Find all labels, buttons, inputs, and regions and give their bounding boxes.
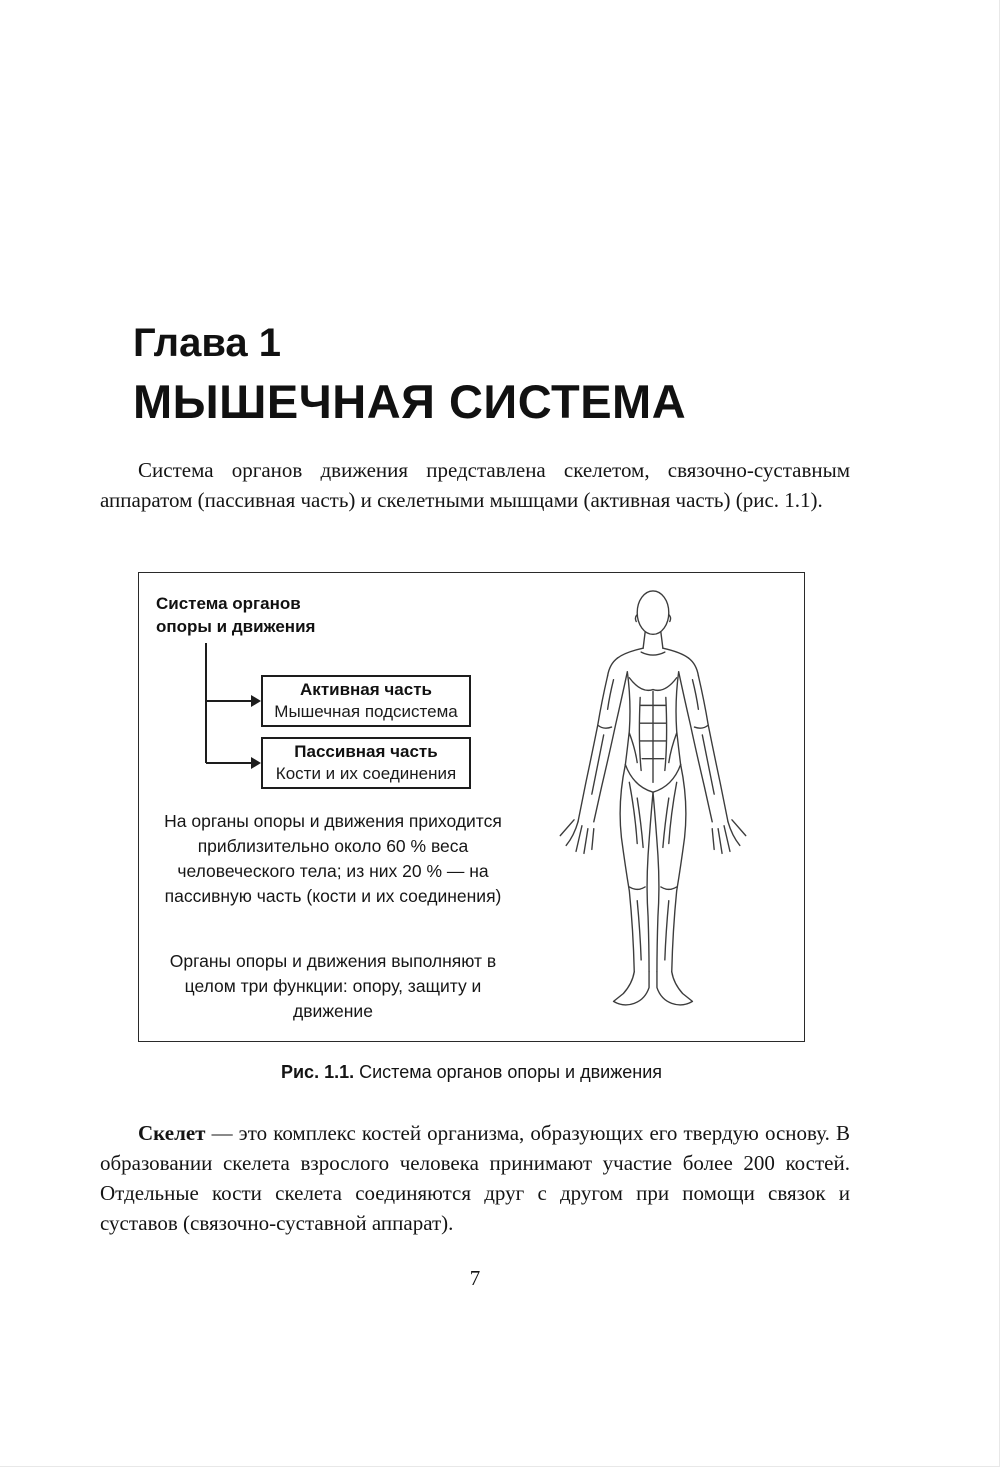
diagram-box-active-part bbox=[261, 675, 471, 727]
skeleton-paragraph bbox=[100, 1118, 850, 1238]
skeleton-term: Скелет bbox=[138, 1121, 206, 1145]
diagram-box-subtitle: Кости и их соединения bbox=[275, 764, 457, 783]
diagram-box-passive-part bbox=[261, 737, 471, 789]
intro-paragraph: Система органов движения представлена скелетом, связочно-суставным аппаратом (пассивная часть) и скелетными мышцами (активная часть) (рис. 1.1). bbox=[100, 458, 850, 512]
diagram-box-title: Активная часть bbox=[300, 679, 432, 699]
diagram-box-subtitle: Мышечная подсистема bbox=[274, 702, 458, 721]
diagram-note-functions: Органы опоры и движения выполняют в целом три функции: опору, защиту и движение bbox=[169, 951, 497, 1021]
diagram-box-title: Пассивная часть bbox=[294, 741, 438, 761]
figure-caption-text: Система органов опоры и движения bbox=[359, 1062, 663, 1082]
chapter-label: Глава 1 bbox=[133, 321, 282, 365]
figure-caption bbox=[138, 1062, 805, 1083]
figure-caption-label: Рис. 1.1. bbox=[280, 1062, 355, 1082]
chapter-title: МЫШЕЧНАЯ СИСТЕМА bbox=[133, 375, 687, 428]
diagram-note-weight: На органы опоры и движения приходится приблизительно около 60 % веса человеческого тела; из них 20 % — на пассивную часть (кости и их соединения) bbox=[164, 811, 502, 906]
diagram-root-label: Система органов опоры и движения bbox=[156, 594, 316, 636]
chapter-heading bbox=[133, 320, 686, 428]
page-number: 7 bbox=[469, 1266, 481, 1290]
figure-1-1-frame bbox=[138, 572, 805, 1042]
skeleton-paragraph-text: — это комплекс костей организма, образующих его твердую основу. В образовании скелета взрослого человека принимают участие более 200 костей. Отдельные кости скелета соединяются друг с другом при помощи связок и суставов (связочно-суставной аппарат). bbox=[100, 1121, 850, 1235]
anatomy-figure-illustration bbox=[511, 585, 795, 1029]
